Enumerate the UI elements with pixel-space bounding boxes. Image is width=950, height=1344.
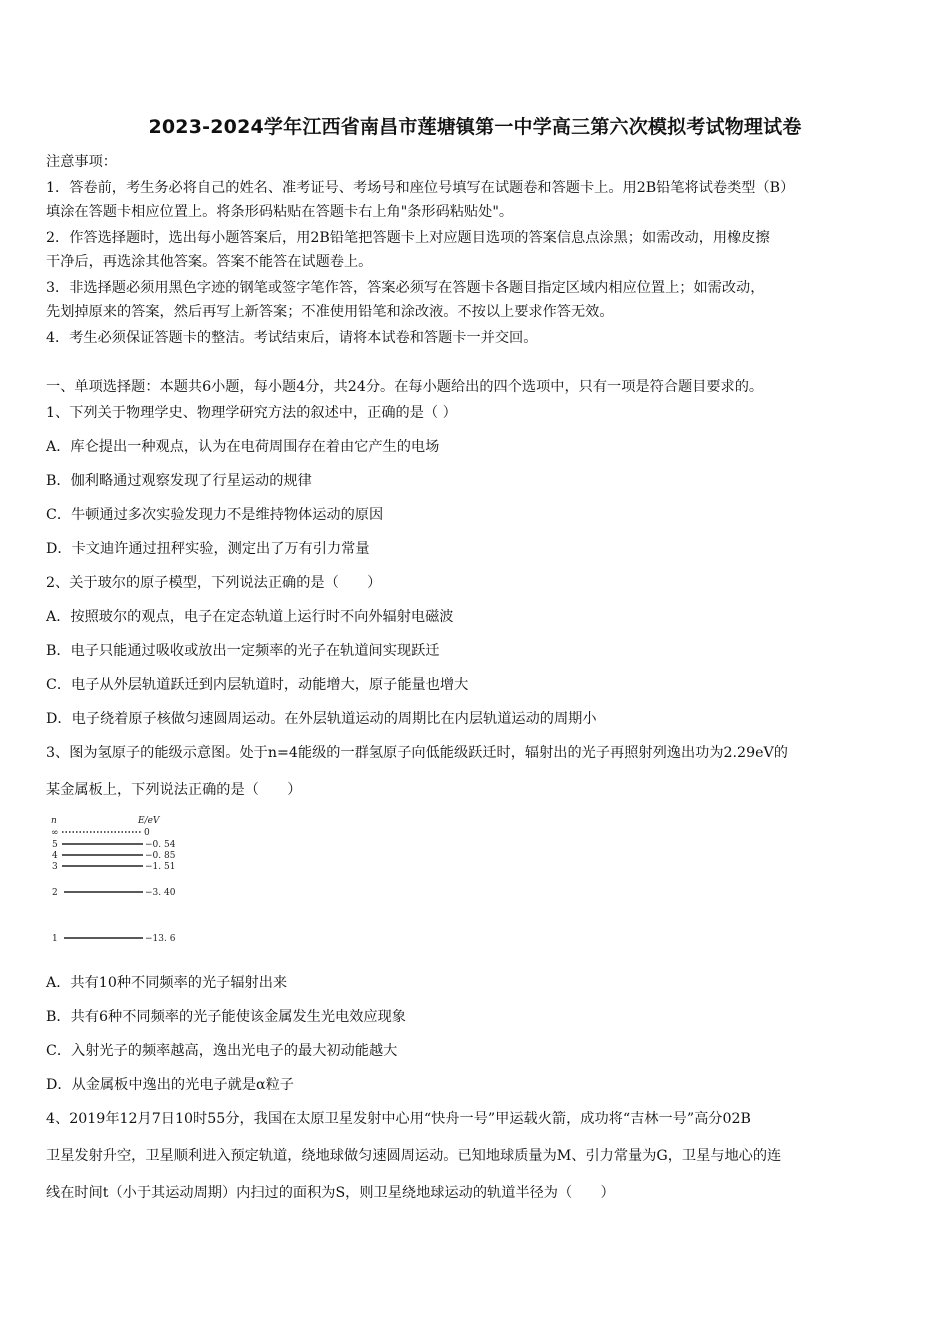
notice-line: 干净后，再选涂其他答案。答案不能答在试题卷上。 <box>46 254 373 270</box>
notice-line: 2．作答选择题时，选出每小题答案后，用2B铅笔把答题卡上对应题目选项的答案信息点涂黑；如需改动，用橡皮擦 <box>46 230 770 246</box>
question-1-stem: 1、下列关于物理学史、物理学研究方法的叙述中，正确的是（ ） <box>46 405 457 421</box>
question-2-option-d: D．电子绕着原子核做匀速圆周运动。在外层轨道运动的周期比在内层轨道运动的周期小 <box>46 711 597 727</box>
question-1-option-a: A．库仑提出一种观点，认为在电荷周围存在着由它产生的电场 <box>46 439 440 455</box>
question-3-option-b: B．共有6种不同频率的光子能使该金属发生光电效应现象 <box>46 1009 406 1025</box>
level-energy-3: −1. 51 <box>145 862 176 872</box>
notice-line: 填涂在答题卡相应位置上。将条形码粘贴在答题卡右上角"条形码粘贴处"。 <box>46 204 514 220</box>
level-n-1: 1 <box>52 934 58 944</box>
question-1-option-d: D．卡文迪许通过扭秤实验，测定出了万有引力常量 <box>46 541 370 557</box>
question-3-option-d: D．从金属板中逸出的光电子就是α粒子 <box>46 1077 294 1093</box>
notice-heading: 注意事项： <box>46 154 117 170</box>
level-n-infinity: ∞ <box>51 828 59 838</box>
level-n-4: 4 <box>52 851 58 861</box>
question-2-option-b: B．电子只能通过吸收或放出一定频率的光子在轨道间实现跃迁 <box>46 643 440 659</box>
question-1-option-b: B．伽利略通过观察发现了行星运动的规律 <box>46 473 312 489</box>
energy-level-diagram <box>48 813 198 953</box>
question-4-stem-line3: 线在时间t（小于其运动周期）内扫过的面积为S，则卫星绕地球运动的轨道半径为（ ） <box>46 1185 615 1201</box>
page-title: 2023-2024学年江西省南昌市莲塘镇第一中学高三第六次模拟考试物理试卷 <box>148 116 802 138</box>
level-energy-4: −0. 85 <box>145 851 176 861</box>
section-heading: 一、单项选择题：本题共6小题，每小题4分，共24分。在每小题给出的四个选项中，只有一项是符合题目要求的。 <box>46 379 764 395</box>
level-n-2: 2 <box>52 888 58 898</box>
axis-n-label: n <box>51 816 57 826</box>
level-n-5: 5 <box>52 840 58 850</box>
axis-energy-label: E/eV <box>138 816 160 826</box>
question-3-stem-cont: 某金属板上，下列说法正确的是（ ） <box>46 782 302 798</box>
question-2-option-a: A．按照玻尔的观点，电子在定态轨道上运行时不向外辐射电磁波 <box>46 609 454 625</box>
question-4-stem-line1: 4、2019年12月7日10时55分，我国在太原卫星发射中心用“快舟一号”甲运载火箭，成功将“吉林一号”高分02B <box>46 1111 751 1127</box>
question-3-option-a: A．共有10种不同频率的光子辐射出来 <box>46 975 288 991</box>
level-energy-5: −0. 54 <box>145 840 176 850</box>
question-2-option-c: C．电子从外层轨道跃迁到内层轨道时，动能增大，原子能量也增大 <box>46 677 469 693</box>
level-energy-2: −3. 40 <box>145 888 176 898</box>
level-n-3: 3 <box>52 862 58 872</box>
question-3-option-c: C．入射光子的频率越高，逸出光电子的最大初动能越大 <box>46 1043 398 1059</box>
level-energy-1: −13. 6 <box>145 934 176 944</box>
notice-line: 先划掉原来的答案，然后再写上新答案；不准使用铅笔和涂改液。不按以上要求作答无效。 <box>46 304 614 320</box>
question-1-option-c: C．牛顿通过多次实验发现力不是维持物体运动的原因 <box>46 507 384 523</box>
question-3-stem: 3、图为氢原子的能级示意图。处于n=4能级的一群氢原子向低能级跃迁时，辐射出的光子再照射列逸出功为2.29eV的 <box>46 745 788 761</box>
notice-line: 4．考生必须保证答题卡的整洁。考试结束后，请将本试卷和答题卡一并交回。 <box>46 330 538 346</box>
question-4-stem-line2: 卫星发射升空，卫星顺利进入预定轨道，绕地球做匀速圆周运动。已知地球质量为M、引力常量为G，卫星与地心的连 <box>46 1148 782 1164</box>
level-energy-infinity: 0 <box>144 828 150 838</box>
notice-line: 1．答卷前，考生务必将自己的姓名、准考证号、考场号和座位号填写在试题卷和答题卡上。用2B铅笔将试卷类型（B） <box>46 180 795 196</box>
question-2-stem: 2、关于玻尔的原子模型，下列说法正确的是（ ） <box>46 575 382 591</box>
notice-line: 3．非选择题必须用黑色字迹的钢笔或签字笔作答，答案必须写在答题卡各题目指定区域内相应位置上；如需改动， <box>46 280 765 296</box>
